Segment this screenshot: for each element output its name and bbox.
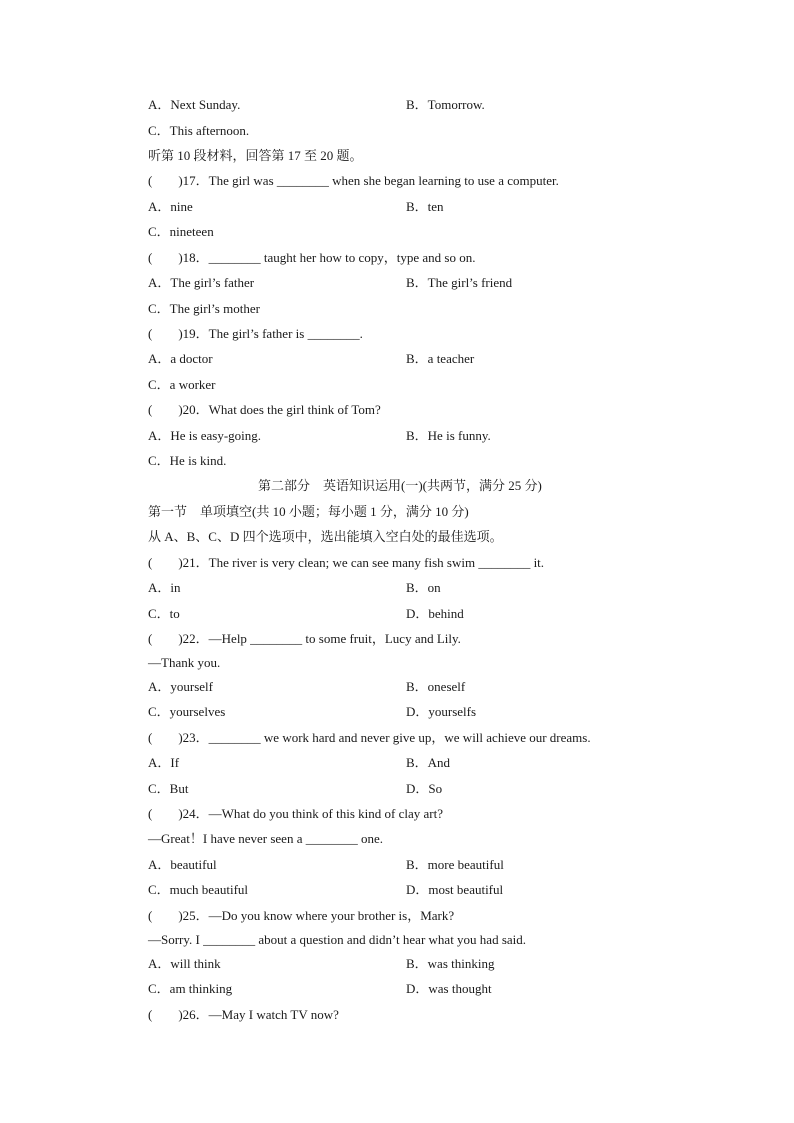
option-line bbox=[148, 426, 708, 446]
option-line bbox=[148, 677, 708, 697]
option-a: A．a doctor bbox=[148, 351, 213, 366]
option-c: C．yourselves bbox=[148, 704, 226, 719]
option-b: B．a teacher bbox=[406, 351, 475, 366]
instruction-text: 从 A、B、C、D 四个选项中，选出能填入空白处的最佳选项。 bbox=[148, 529, 503, 544]
option-a: A．The girl’s father bbox=[148, 275, 255, 290]
option-a: A．yourself bbox=[148, 679, 213, 694]
option-b: B．Tomorrow. bbox=[406, 97, 485, 112]
section-heading bbox=[148, 502, 708, 522]
option-line bbox=[148, 95, 708, 115]
instruction-line bbox=[148, 527, 708, 547]
option-c: C．to bbox=[148, 606, 180, 621]
option-b: B．And bbox=[406, 755, 451, 770]
option-line bbox=[148, 121, 708, 141]
option-a: C．He is kind. bbox=[148, 453, 227, 468]
question-line bbox=[148, 906, 708, 926]
question-text: ( )24．—What do you think of this kind of clay art? bbox=[148, 806, 443, 821]
option-a: A．If bbox=[148, 755, 180, 770]
question-text: ( )17．The girl was ________ when she began learning to use a computer. bbox=[148, 173, 559, 188]
option-line bbox=[148, 375, 708, 395]
option-line bbox=[148, 979, 708, 999]
option-line bbox=[148, 880, 708, 900]
option-line bbox=[148, 273, 708, 293]
question-line bbox=[148, 171, 708, 191]
part-heading-text: 第二部分 英语知识运用(一)(共两节，满分 25 分) bbox=[258, 478, 542, 493]
option-line bbox=[148, 753, 708, 773]
dialog-text: —Great！I have never seen a ________ one. bbox=[148, 831, 383, 846]
option-b: B．ten bbox=[406, 199, 444, 214]
question-text: ( )21．The river is very clean; we can see many fish swim ________ it. bbox=[148, 555, 545, 570]
question-text: ( )26．—May I watch TV now? bbox=[148, 1007, 339, 1022]
option-line bbox=[148, 222, 708, 242]
option-a: C．a worker bbox=[148, 377, 216, 392]
question-line bbox=[148, 400, 708, 420]
option-line bbox=[148, 578, 708, 598]
question-line bbox=[148, 553, 708, 573]
option-line bbox=[148, 197, 708, 217]
option-a: A．nine bbox=[148, 199, 193, 214]
option-d: D．So bbox=[406, 781, 443, 796]
instruction-text: 听第 10 段材料，回答第 17 至 20 题。 bbox=[148, 148, 363, 163]
option-b: B．He is funny. bbox=[406, 428, 491, 443]
question-text: ( )25．—Do you know where your brother is，Mark? bbox=[148, 908, 455, 923]
option-line bbox=[148, 779, 708, 799]
option-b: B．oneself bbox=[406, 679, 466, 694]
dialog-text: —Sorry. I ________ about a question and didn’t hear what you had said. bbox=[148, 932, 527, 947]
question-text: ( )22．—Help ________ to some fruit，Lucy and Lily. bbox=[148, 631, 461, 646]
option-line bbox=[148, 349, 708, 369]
question-text: ( )20．What does the girl think of Tom? bbox=[148, 402, 381, 417]
option-line bbox=[148, 702, 708, 722]
option-d: D．behind bbox=[406, 606, 464, 621]
option-c: C．much beautiful bbox=[148, 882, 249, 897]
question-text: ( )18．________ taught her how to copy，type and so on. bbox=[148, 250, 476, 265]
dialog-line bbox=[148, 653, 708, 673]
option-d: D．most beautiful bbox=[406, 882, 504, 897]
option-a: C．This afternoon. bbox=[148, 123, 250, 138]
option-line bbox=[148, 954, 708, 974]
question-line bbox=[148, 324, 708, 344]
option-a: A．He is easy-going. bbox=[148, 428, 262, 443]
question-line bbox=[148, 629, 708, 649]
question-text: ( )23．________ we work hard and never give up，we will achieve our dreams. bbox=[148, 730, 591, 745]
option-line bbox=[148, 299, 708, 319]
dialog-text: —Thank you. bbox=[148, 655, 221, 670]
option-line bbox=[148, 451, 708, 471]
option-b: B．The girl’s friend bbox=[406, 275, 513, 290]
option-a: A．beautiful bbox=[148, 857, 217, 872]
question-line bbox=[148, 248, 708, 268]
question-line bbox=[148, 728, 708, 748]
option-a: C．nineteen bbox=[148, 224, 214, 239]
section-heading-text: 第一节 单项填空(共 10 小题；每小题 1 分，满分 10 分) bbox=[148, 504, 469, 519]
option-a: A．will think bbox=[148, 956, 221, 971]
option-line bbox=[148, 855, 708, 875]
option-line bbox=[148, 604, 708, 624]
part-heading bbox=[258, 476, 794, 496]
option-b: B．on bbox=[406, 580, 441, 595]
question-text: ( )19．The girl’s father is ________. bbox=[148, 326, 363, 341]
question-line bbox=[148, 1005, 708, 1025]
option-d: D．yourselfs bbox=[406, 704, 477, 719]
dialog-line bbox=[148, 930, 708, 950]
question-line bbox=[148, 804, 708, 824]
option-a: C．The girl’s mother bbox=[148, 301, 260, 316]
option-a: A．in bbox=[148, 580, 181, 595]
option-c: C．am thinking bbox=[148, 981, 233, 996]
option-a: A．Next Sunday. bbox=[148, 97, 241, 112]
option-d: D．was thought bbox=[406, 981, 492, 996]
instruction-line bbox=[148, 146, 708, 166]
option-c: C．But bbox=[148, 781, 189, 796]
option-b: B．more beautiful bbox=[406, 857, 504, 872]
dialog-line bbox=[148, 829, 708, 849]
option-b: B．was thinking bbox=[406, 956, 495, 971]
